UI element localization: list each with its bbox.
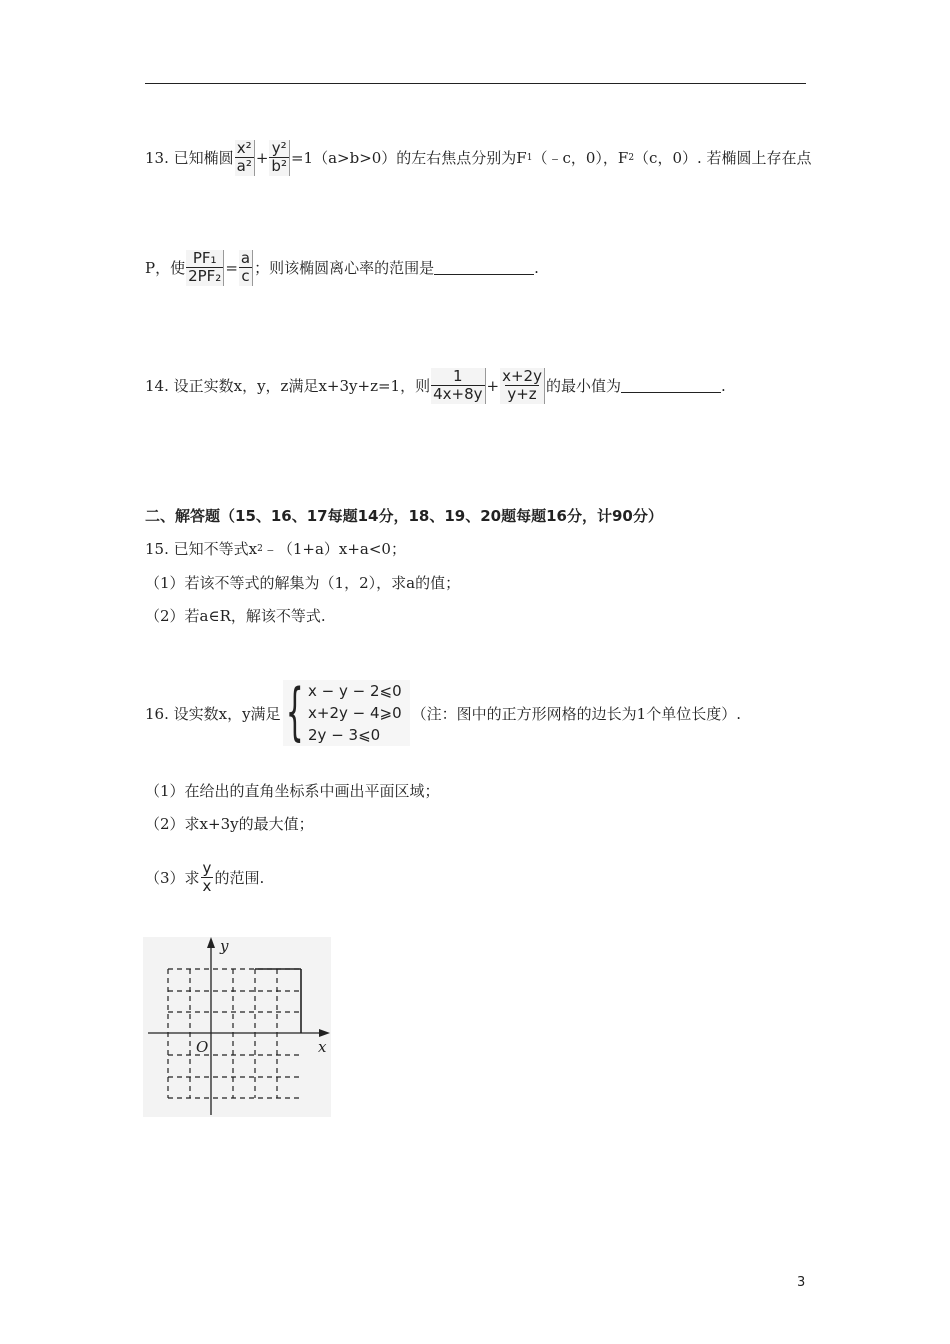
q13-text-b: （﹣c，0），F [532,149,629,168]
q15-part1: （1）若该不等式的解集为（1，2），求a的值； [145,574,461,592]
q16-ineq-3: 2y − 3⩽0 [308,726,381,744]
q13-line1 [145,140,812,176]
q13-line2-suffix: ；则该椭圆离心率的范围是 [254,259,435,278]
y-axis-label: y [220,937,229,955]
q13-frac-pf1-2pf2: $\frac{\text{PF₁}}{\text{2PF₂}}$ [186,250,224,286]
q16-stem [145,675,741,748]
q13-line2-end: . [534,258,539,277]
q13-frac-x2-a2: $\frac{\text{x²}}{\text{a²}}$ [235,140,255,176]
q14-frac1: $\frac{1}{4x+8y}$ [431,368,485,404]
q13-prefix: 13. 已知椭圆 [145,149,234,168]
coordinate-grid-svg [143,937,331,1117]
q16-frac-y-x: $\frac{y}{x}$ [202,859,212,896]
q15-stem-b: ﹣（1+a）x+a<0； [262,540,406,558]
q15-stem-a: 15. 已知不等式x [145,540,258,558]
q16-suffix: （注：图中的正方形网格的边长为1个单位长度）. [411,704,741,723]
q13-line2 [145,250,539,286]
q16-part2: （2）求x+3y的最大值； [145,815,314,833]
coordinate-grid-figure [143,937,331,1121]
q16-ineq-2: x+2y − 4⩾0 [308,704,402,722]
q15-stem-sup: 2 [257,543,263,554]
x-axis-label: x [318,1038,327,1056]
q16-brace: { [285,675,304,748]
q16-p3-suffix: 的范围. [214,869,265,888]
q14-prefix: 14. 设正实数x，y，z满足x+3y+z=1，则 [145,377,431,396]
q16-p3-prefix: （3）求 [145,869,200,888]
q15-stem [145,538,406,559]
q13-answer-blank[interactable] [434,260,534,275]
q13-sub2: 2 [628,152,635,163]
q16-part3 [145,860,264,896]
q14-line [145,368,726,404]
q13-text-a: =1（a>b>0）的左右焦点分别为F [290,149,527,168]
header-rule [145,83,806,84]
q13-frac-a-c: $\frac{a}{c}$ [239,250,253,286]
q14-answer-blank[interactable] [621,378,721,393]
q16-ineq-1: x − y − 2⩽0 [308,682,402,700]
origin-label: O [196,1038,209,1056]
q14-plus: + [486,376,500,395]
q16-prefix: 16. 设实数x，y满足 [145,704,281,723]
q13-eq: = [225,258,238,277]
q16-system-rows [308,680,410,746]
q13-frac-y2-b2: $\frac{\text{y²}}{\text{b²}}$ [269,140,290,176]
q16-part1: （1）在给出的直角坐标系中画出平面区域； [145,782,440,800]
section2-title: 二、解答题（15、16、17每题14分，18、19、20题每题16分，计90分） [145,507,663,525]
q15-part2: （2）若a∈R，解该不等式. [145,607,326,625]
q16-inequality-system [283,675,410,748]
q14-frac2: $\frac{x+2y}{y+z}$ [500,368,545,404]
q13-line2-prefix: P，使 [145,259,186,278]
q14-suffix: 的最小值为 [545,377,621,396]
q13-sub1: 1 [526,152,533,163]
q13-plus: + [255,148,269,167]
q14-end: . [720,376,726,395]
q13-text-c: （c，0）. 若椭圆上存在点 [634,149,812,168]
page-number: 3 [797,1275,806,1290]
